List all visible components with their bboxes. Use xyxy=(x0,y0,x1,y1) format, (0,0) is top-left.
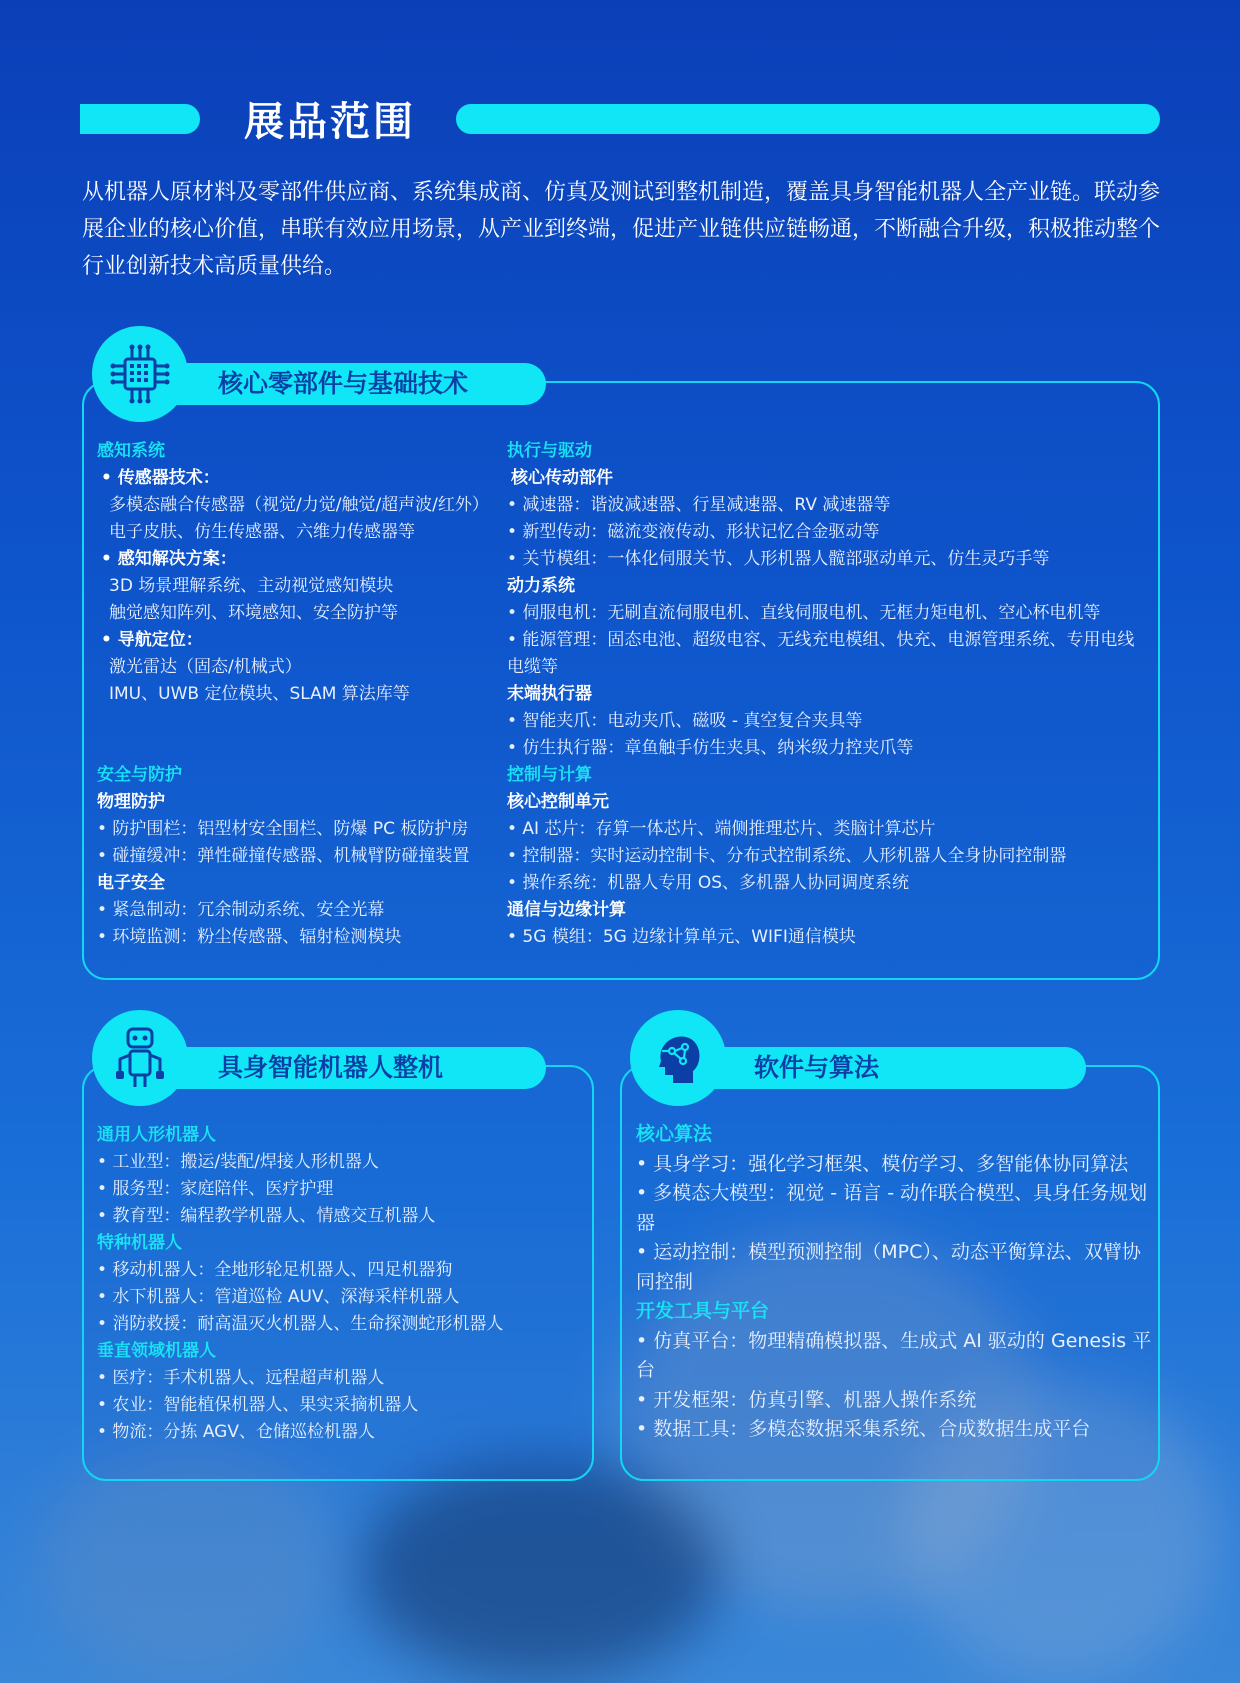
section-heading: 安全与防护 xyxy=(97,765,182,785)
background-blur xyxy=(360,1460,720,1680)
software-list xyxy=(636,1120,1156,1445)
page-title: 展品范围 xyxy=(244,99,416,145)
list-item: • 仿生执行器：章鱼触手仿生夹具、纳米级力控夹爪等 xyxy=(507,738,914,758)
list-item: • 能源管理：固态电池、超级电容、无线充电模组、快充、电源管理系统、专用电线电缆等 xyxy=(507,630,1135,677)
safety-section xyxy=(97,762,497,951)
list-item: • 多模态大模型：视觉 - 语言 - 动作联合模型、具身任务规划器 xyxy=(636,1182,1148,1234)
control-section xyxy=(507,762,1147,951)
actuation-section xyxy=(507,438,1147,762)
list-item: • 控制器：实时运动控制卡、分布式控制系统、人形机器人全身协同控制器 xyxy=(507,846,1067,866)
section-heading: 开发工具与平台 xyxy=(636,1300,770,1322)
section-heading: 通用人形机器人 xyxy=(97,1125,216,1145)
list-item: • 医疗：手术机器人、远程超声机器人 xyxy=(97,1368,385,1388)
list-item: • 5G 模组：5G 边缘计算单元、WIFI通信模块 xyxy=(507,927,856,947)
list-item: • 消防救援：耐高温灭火机器人、生命探测蛇形机器人 xyxy=(97,1314,504,1334)
list-item: • 感知解决方案： xyxy=(101,549,237,569)
robot-icon xyxy=(92,1010,188,1106)
list-item: • 具身学习：强化学习框架、模仿学习、多智能体协同算法 xyxy=(636,1152,1129,1175)
software-tab: 软件与算法 xyxy=(690,1047,1086,1089)
list-item: • 新型传动：磁流变液传动、形状记忆合金驱动等 xyxy=(507,522,880,542)
sub-heading: 核心传动部件 xyxy=(511,468,613,488)
list-item: IMU、UWB 定位模块、SLAM 算法库等 xyxy=(109,684,410,704)
list-item: • 操作系统：机器人专用 OS、多机器人协同调度系统 xyxy=(507,873,910,893)
section-heading: 垂直领域机器人 xyxy=(97,1341,216,1361)
list-item: 多模态融合传感器（视觉/力觉/触觉/超声波/红外） xyxy=(109,495,489,515)
robot-tab: 具身智能机器人整机 xyxy=(150,1047,546,1089)
section-heading: 核心算法 xyxy=(636,1123,713,1145)
list-item: • 水下机器人：管道巡检 AUV、深海采样机器人 xyxy=(97,1287,460,1307)
sub-heading: 物理防护 xyxy=(97,792,165,812)
list-item: • 移动机器人：全地形轮足机器人、四足机器狗 xyxy=(97,1260,453,1280)
list-item: • 环境监测：粉尘传感器、辐射检测模块 xyxy=(97,927,402,947)
list-item: • AI 芯片：存算一体芯片、端侧推理芯片、类脑计算芯片 xyxy=(507,819,936,839)
ai-head-icon xyxy=(630,1010,726,1106)
list-item: • 工业型：搬运/装配/焊接人形机器人 xyxy=(97,1152,379,1172)
list-item: • 导航定位： xyxy=(101,630,203,650)
title-decor-bar-right xyxy=(456,104,1160,134)
intro-paragraph: 从机器人原材料及零部件供应商、系统集成商、仿真及测试到整机制造，覆盖具身智能机器人全产业链。联动参展企业的核心价值，串联有效应用场景，从产业到终端，促进产业链供应链畅通，不断融合升级，积极推动整个行业创新技术高质量供给。 xyxy=(82,180,1161,279)
list-item: • 服务型：家庭陪伴、医疗护理 xyxy=(97,1179,334,1199)
list-item: • 开发框架：仿真引擎、机器人操作系统 xyxy=(636,1388,977,1411)
section-heading: 特种机器人 xyxy=(97,1233,182,1253)
core-components-tab: 核心零部件与基础技术 xyxy=(150,363,546,405)
list-item: • 碰撞缓冲：弹性碰撞传感器、机械臂防碰撞装置 xyxy=(97,846,470,866)
sub-heading: 动力系统 xyxy=(507,576,575,596)
list-item: 3D 场景理解系统、主动视觉感知模块 xyxy=(109,576,394,596)
title-decor-bar-left xyxy=(80,104,200,134)
sub-heading: 核心控制单元 xyxy=(507,792,609,812)
list-item: 电子皮肤、仿生传感器、六维力传感器等 xyxy=(109,522,415,542)
list-item: • 紧急制动：冗余制动系统、安全光幕 xyxy=(97,900,385,920)
list-item: • 农业：智能植保机器人、果实采摘机器人 xyxy=(97,1395,419,1415)
list-item: • 仿真平台：物理精确模拟器、生成式 AI 驱动的 Genesis 平台 xyxy=(636,1329,1152,1381)
list-item: • 教育型：编程教学机器人、情感交互机器人 xyxy=(97,1206,436,1226)
sub-heading: 末端执行器 xyxy=(507,684,592,704)
list-item: • 关节模组：一体化伺服关节、人形机器人髋部驱动单元、仿生灵巧手等 xyxy=(507,549,1050,569)
list-item: • 运动控制：模型预测控制（MPC）、动态平衡算法、双臂协同控制 xyxy=(636,1241,1141,1293)
list-item: • 传感器技术： xyxy=(101,468,220,488)
section-heading: 感知系统 xyxy=(97,441,165,461)
perception-section xyxy=(97,438,497,708)
chip-icon xyxy=(92,326,188,422)
robot-list xyxy=(97,1122,587,1446)
list-item: • 减速器：谐波减速器、行星减速器、RV 减速器等 xyxy=(507,495,891,515)
list-item: • 物流：分拣 AGV、仓储巡检机器人 xyxy=(97,1422,375,1442)
list-item: • 防护围栏：铝型材安全围栏、防爆 PC 板防护房 xyxy=(97,819,469,839)
section-heading: 执行与驱动 xyxy=(507,441,592,461)
sub-heading: 通信与边缘计算 xyxy=(507,900,626,920)
list-item: 激光雷达（固态/机械式） xyxy=(109,657,302,677)
list-item: • 智能夹爪：电动夹爪、磁吸 - 真空复合夹具等 xyxy=(507,711,863,731)
list-item: • 数据工具：多模态数据采集系统、合成数据生成平台 xyxy=(636,1418,1091,1440)
section-heading: 控制与计算 xyxy=(507,765,592,785)
sub-heading: 电子安全 xyxy=(97,873,165,893)
list-item: 触觉感知阵列、环境感知、安全防护等 xyxy=(109,603,398,623)
list-item: • 伺服电机：无刷直流伺服电机、直线伺服电机、无框力矩电机、空心杯电机等 xyxy=(507,603,1101,623)
